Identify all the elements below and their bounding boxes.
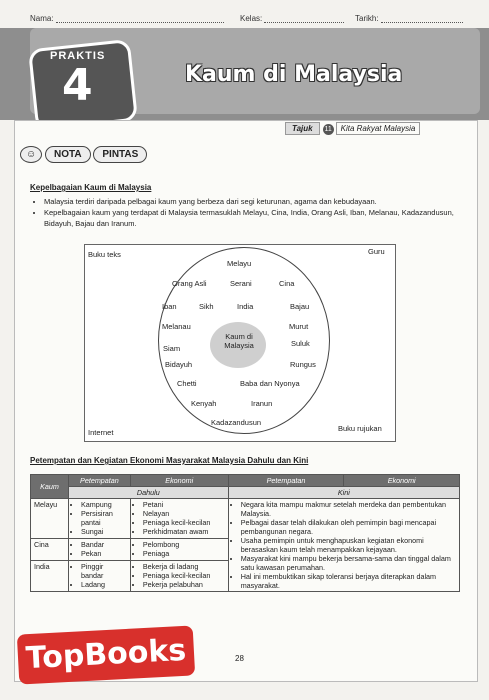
kelas-label: Kelas: — [240, 14, 263, 23]
header-ekonomi-kini: Ekonomi — [344, 475, 460, 487]
group-label: Iban — [162, 302, 177, 311]
group-label: Kadazandusun — [211, 418, 262, 427]
list-item: • Nelayan — [143, 509, 225, 518]
group-label: Suluk — [291, 339, 310, 348]
list-item: • Ladang — [81, 580, 127, 589]
table-header-row — [31, 475, 460, 487]
tarikh-field — [355, 14, 463, 23]
group-label: Rungus — [290, 360, 316, 369]
list-item: • Pekerja pelabuhan — [143, 580, 225, 589]
section-title-kepelbagaian: Kepelbagaian Kaum di Malaysia — [30, 183, 152, 192]
list-item: • Peniaga kecil-kecilan — [143, 571, 225, 580]
group-label: Kenyah — [191, 399, 217, 408]
group-label: Melayu — [227, 259, 252, 268]
table-row — [31, 499, 460, 539]
list-item: • Pinggir bandar — [81, 562, 127, 580]
bullet-item: • Kepelbagaian kaum yang terdapat di Malaysia termasuklah Melayu, Cina, India, Orang Asli, Iban, Melanau, Kadazandusun, Bidayuh, Bajau dan Iranum. — [44, 207, 462, 229]
kelas-field — [240, 14, 344, 23]
group-label: Chetti — [177, 379, 197, 388]
list-item: • Usaha pemimpin untuk menghapuskan kegiatan ekonomi berasaskan kaum telah menampakkan kejayaan. — [241, 536, 456, 554]
tajuk-label: Tajuk — [285, 122, 320, 135]
list-item: • Perkhidmatan awam — [143, 527, 225, 536]
kaum-cell: Melayu — [31, 499, 69, 539]
list-item: • Sungai — [81, 527, 127, 536]
list-item: • Peniaga — [143, 549, 225, 558]
header-kini: Kini — [228, 487, 459, 499]
tajuk-number: 11 — [324, 126, 332, 133]
group-label: Bajau — [290, 302, 310, 311]
praktis-number: 4 — [62, 60, 93, 111]
list-item: • Masyarakat kini mampu bekerja bersama-sama dan tinggal dalam satu kawasan perumahan. — [241, 554, 456, 572]
corner-buku-rujukan: Buku rujukan — [338, 424, 382, 433]
list-item: • Pekan — [81, 549, 127, 558]
kaum-cell: India — [31, 560, 69, 591]
header-dahulu: Dahulu — [68, 487, 228, 499]
nota-label: NOTA — [45, 146, 91, 163]
list-item: • Bandar — [81, 540, 127, 549]
ekonomi-cell — [130, 560, 228, 591]
pintas-label: PINTAS — [93, 146, 147, 163]
corner-buku-teks: Buku teks — [88, 250, 121, 259]
list-item: • Petani — [143, 500, 225, 509]
ekonomi-cell — [130, 539, 228, 561]
nota-pintas-heading — [20, 146, 147, 163]
list-item: • Negara kita mampu makmur setelah merdeka dan pembentukan Malaysia. — [241, 500, 456, 518]
group-label: India — [237, 302, 254, 311]
section-title-petempatan: Petempatan dan Kegiatan Ekonomi Masyarakat Malaysia Dahulu dan Kini — [30, 456, 309, 465]
list-item: • Peniaga kecil-kecilan — [143, 518, 225, 527]
bullet-item: • Malaysia terdiri daripada pelbagai kaum yang berbeza dari segi keturunan, agama dan kebudayaan. — [44, 196, 462, 207]
page-number: 28 — [235, 654, 244, 663]
petempatan-cell — [68, 539, 130, 561]
group-label: Cina — [279, 279, 295, 288]
list-item: • Kampung — [81, 500, 127, 509]
group-label: Iranun — [251, 399, 273, 408]
corner-internet: Internet — [88, 428, 114, 437]
page-title: Kaum di Malaysia — [185, 62, 403, 87]
nama-field — [30, 14, 224, 23]
group-label: Melanau — [162, 322, 191, 331]
header-ekonomi-dahulu: Ekonomi — [130, 475, 228, 487]
group-label: Siam — [163, 344, 181, 353]
table-subheader-row — [31, 487, 460, 499]
nama-label: Nama: — [30, 14, 54, 23]
intro-bullets — [34, 196, 462, 229]
tajuk-text: Kita Rakyat Malaysia — [336, 122, 421, 135]
kini-cell — [228, 499, 459, 592]
list-item: • Bekerja di ladang — [143, 562, 225, 571]
petempatan-cell — [68, 560, 130, 591]
group-label: Orang Asli — [172, 279, 207, 288]
list-item: • Hal ini membuktikan sikap toleransi berjaya diterapkan dalam masyarakat. — [241, 572, 456, 590]
mascot-icon: ☺ — [20, 146, 42, 163]
tarikh-label: Tarikh: — [355, 14, 379, 23]
praktis-label: PRAKTIS — [50, 50, 106, 62]
group-label: Baba dan Nyonya — [240, 379, 300, 388]
group-label: Bidayuh — [165, 360, 193, 369]
list-item: • Pelombong — [143, 540, 225, 549]
group-label: Serani — [230, 279, 252, 288]
header-petempatan-kini: Petempatan — [228, 475, 344, 487]
list-item: • Pelbagai dasar telah dilakukan oleh pemimpin bagi mencapai pembangunan negara. — [241, 518, 456, 536]
petempatan-cell — [68, 499, 130, 539]
header-petempatan-dahulu: Petempatan — [68, 475, 130, 487]
tajuk-bar — [285, 124, 420, 135]
diagram-center-label: Kaum di Malaysia — [224, 332, 254, 350]
group-label: Murut — [289, 322, 309, 331]
corner-guru: Guru — [368, 247, 385, 256]
group-label: Sikh — [199, 302, 214, 311]
list-item: • Persisiran pantai — [81, 509, 127, 527]
kaum-cell: Cina — [31, 539, 69, 561]
topbooks-logo: TopBooks — [17, 625, 195, 684]
header-kaum: Kaum — [31, 475, 69, 499]
petempatan-table — [30, 474, 460, 592]
ekonomi-cell — [130, 499, 228, 539]
